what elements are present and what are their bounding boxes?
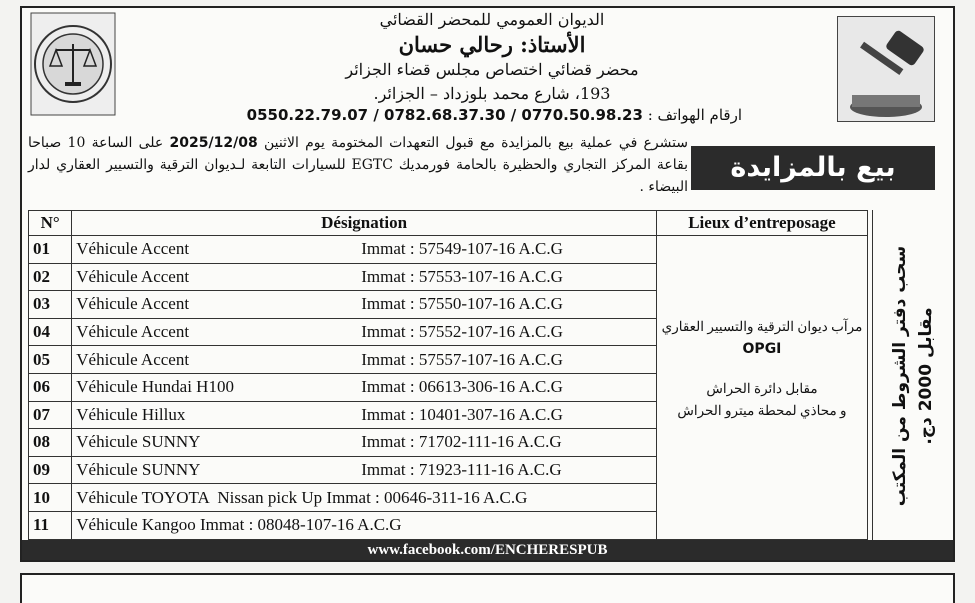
notice-header: [22, 8, 953, 130]
col-num-header: N°: [29, 211, 72, 236]
office-title: الديوان العمومي للمحضر القضائي: [379, 10, 605, 29]
vehicle-name: Véhicule Accent: [76, 266, 190, 286]
table-header-row: [29, 211, 868, 236]
vehicle-name: Véhicule Hillux: [76, 404, 186, 424]
col-designation-header: Désignation: [72, 211, 657, 236]
vehicle-immat: Immat : 10401-307-16 A.C.G: [361, 404, 563, 424]
row-designation: [72, 401, 657, 429]
vehicle-name: Véhicule Kangoo: [76, 515, 196, 535]
bailiff-name: الأستاذ: رحالي حسان: [398, 32, 586, 57]
table-row: [29, 236, 868, 264]
row-num: 02: [29, 263, 72, 291]
row-num: 07: [29, 401, 72, 429]
gavel-icon: [837, 16, 935, 122]
vehicle-name: Véhicule Accent: [76, 239, 190, 259]
vehicle-immat: Immat : 57549-107-16 A.C.G: [361, 239, 563, 259]
row-designation: [72, 373, 657, 401]
intro-text-end: على الساعة 10 صباحا بقاعة المركز التجاري والحظيرة بالحامة فورمديك EGTC للسيارات التابعة لـديوان الترقية والتسيير العقاري لدار البيضاء .: [28, 135, 688, 195]
vehicles-table: [28, 210, 868, 540]
conditions-side-panel: [872, 210, 953, 542]
storage-line1: مرآب ديوان الترقية والتسيير العقاري: [661, 319, 863, 334]
vehicle-immat: Immat : 08048-107-16 A.C.G: [199, 515, 402, 535]
intro-text-start: ستشرع في عملية بيع بالمزايدة مع قبول التعهدات المختومة يوم الاثنين: [263, 135, 689, 151]
vehicle-name: Véhicule TOYOTA Nissan pick Up: [76, 487, 323, 507]
vehicle-name: Véhicule SUNNY: [76, 460, 201, 480]
auction-banner: بيع بالمزايدة: [691, 146, 935, 190]
col-storage-header: Lieux d’entreposage: [656, 211, 867, 236]
vehicle-immat: Immat : 57557-107-16 A.C.G: [361, 349, 563, 369]
vehicle-name: Véhicule SUNNY: [76, 432, 201, 452]
vehicle-name: Véhicule Hundai H100: [76, 377, 234, 397]
row-designation: [72, 318, 657, 346]
row-num: 09: [29, 456, 72, 484]
row-designation: [72, 484, 657, 512]
storage-opgi: OPGI: [742, 341, 782, 357]
vehicle-name: Véhicule Accent: [76, 294, 190, 314]
auction-date: 2025/12/08: [169, 135, 258, 151]
phone-line: [222, 106, 742, 124]
vehicle-immat: Immat : 71702-111-16 A.C.G: [361, 432, 562, 452]
vehicle-immat: Immat : 57550-107-16 A.C.G: [361, 294, 563, 314]
row-designation: [72, 263, 657, 291]
vehicle-name: Véhicule Accent: [76, 322, 190, 342]
jurisdiction: محضر قضائي اختصاص مجلس قضاء الجزائر: [345, 60, 639, 79]
auction-notice: [20, 6, 955, 562]
vehicle-immat: Immat : 71923-111-16 A.C.G: [361, 460, 562, 480]
row-designation: [72, 236, 657, 264]
vehicle-immat: Immat : 57553-107-16 A.C.G: [361, 266, 563, 286]
row-num: 01: [29, 236, 72, 264]
row-num: 05: [29, 346, 72, 374]
bailiff-seal-icon: [30, 12, 116, 116]
storage-location: [656, 236, 867, 540]
row-designation: [72, 429, 657, 457]
phones-label: ارقام الهواتف :: [647, 106, 742, 124]
storage-line3: و محاذي لمحطة ميترو الحراش: [677, 403, 847, 418]
phone-numbers: 0550.22.79.07 / 0782.68.37.30 / 0770.50.98.23: [246, 106, 643, 124]
row-num: 10: [29, 484, 72, 512]
row-num: 06: [29, 373, 72, 401]
facebook-footer: www.facebook.com/ENCHERESPUB: [22, 540, 953, 560]
row-designation: [72, 456, 657, 484]
next-notice-edge: [20, 573, 955, 603]
row-designation: [72, 511, 657, 539]
vehicle-immat: Immat : 00646-311-16 A.C.G: [326, 487, 528, 507]
row-designation: [72, 291, 657, 319]
row-designation: [72, 346, 657, 374]
vehicle-immat: Immat : 06613-306-16 A.C.G: [361, 377, 563, 397]
row-num: 08: [29, 429, 72, 457]
intro-paragraph: [28, 132, 688, 198]
office-address: 193، شارع محمد بلوزداد – الجزائر.: [373, 84, 611, 103]
storage-line2: مقابل دائرة الحراش: [706, 381, 818, 396]
row-num: 04: [29, 318, 72, 346]
vehicle-name: Véhicule Accent: [76, 349, 190, 369]
row-num: 03: [29, 291, 72, 319]
row-num: 11: [29, 511, 72, 539]
conditions-note: سحب دفتر الشروط من المكتب مقابل 2000 دج.: [890, 245, 936, 507]
vehicle-immat: Immat : 57552-107-16 A.C.G: [361, 322, 563, 342]
